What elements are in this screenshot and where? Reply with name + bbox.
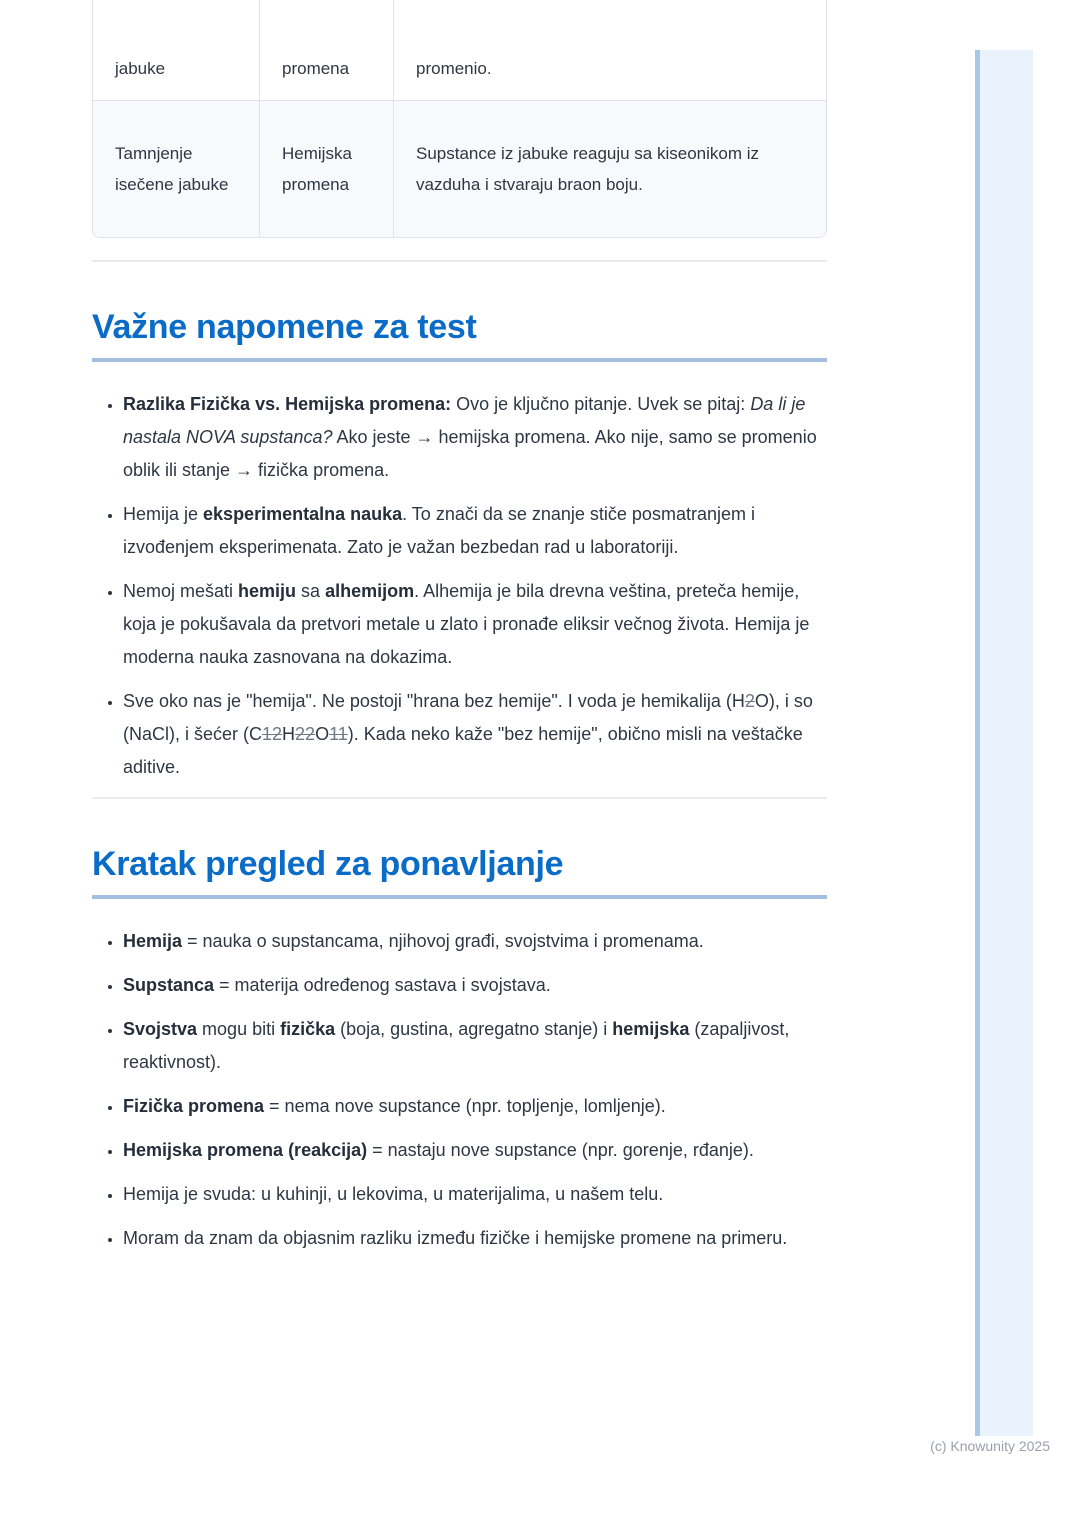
section-title-important-notes: Važne napomene za test <box>92 308 827 362</box>
list-item: • Nemoj mešati hemiju sa alhemijom. Alhemija je bila drevna veština, preteča hemije, koja je pokušavala da pretvori metale u zlato i pronađe eliksir večnog života. Hemija je moderna nauka zasnovana na dokazima. <box>123 575 827 674</box>
document-content <box>92 0 827 1266</box>
table-cell: jabuke <box>115 59 166 78</box>
table-row <box>93 100 826 237</box>
table-cell: promena <box>259 0 393 100</box>
table-cell: Hemijska promena <box>259 101 393 237</box>
comparison-table <box>92 0 827 238</box>
list-item: • Hemija je svuda: u kuhinji, u lekovima, u materijalima, u našem telu. <box>123 1178 827 1211</box>
section-divider <box>92 260 827 262</box>
list-item: • Sve oko nas je "hemija". Ne postoji "hrana bez hemije". I voda je hemikalija (H2O), i so (NaCl), i šećer (C12H22O11). Kada neko kaže "bez hemije", obično misli na veštačke aditive. <box>123 685 827 784</box>
list-item: • Hemija je eksperimentalna nauka. To znači da se znanje stiče posmatranjem i izvođenjem eksperimenata. Zato je važan bezbedan rad u laboratoriji. <box>123 498 827 564</box>
list-item: • Supstanca = materija određenog sastava i svojstava. <box>123 969 827 1002</box>
list-item: • Hemija = nauka o supstancama, njihovoj građi, svojstvima i promenama. <box>123 925 827 958</box>
page-margin-strip <box>975 50 1033 1436</box>
table-cell: Supstance iz jabuke reaguju sa kiseonikom iz vazduha i stvaraju braon boju. <box>393 101 826 237</box>
section-title-quick-review: Kratak pregled za ponavljanje <box>92 845 827 899</box>
copyright-footer: (c) Knowunity 2025 <box>930 1438 1050 1454</box>
table-row <box>93 0 826 100</box>
section-divider <box>92 797 827 799</box>
quick-review-list <box>92 925 827 1255</box>
list-item: • Svojstva mogu biti fizička (boja, gustina, agregatno stanje) i hemijska (zapaljivost, reaktivnost). <box>123 1013 827 1079</box>
list-item: • Hemijska promena (reakcija) = nastaju nove supstance (npr. gorenje, rđanje). <box>123 1134 827 1167</box>
list-item: • Moram da znam da objasnim razliku između fizičke i hemijske promene na primeru. <box>123 1222 827 1255</box>
important-notes-list <box>92 388 827 784</box>
table-cell: promenio. <box>393 0 826 100</box>
list-item: • Razlika Fizička vs. Hemijska promena: Ovo je ključno pitanje. Uvek se pitaj: Da li je nastala NOVA supstanca? Ako jeste → hemijska promena. Ako nije, samo se promenio oblik ili stanje → fizička promena. <box>123 388 827 487</box>
list-item: • Fizička promena = nema nove supstance (npr. topljenje, lomljenje). <box>123 1090 827 1123</box>
table-cell: Tamnjenje isečene jabuke <box>115 144 229 194</box>
